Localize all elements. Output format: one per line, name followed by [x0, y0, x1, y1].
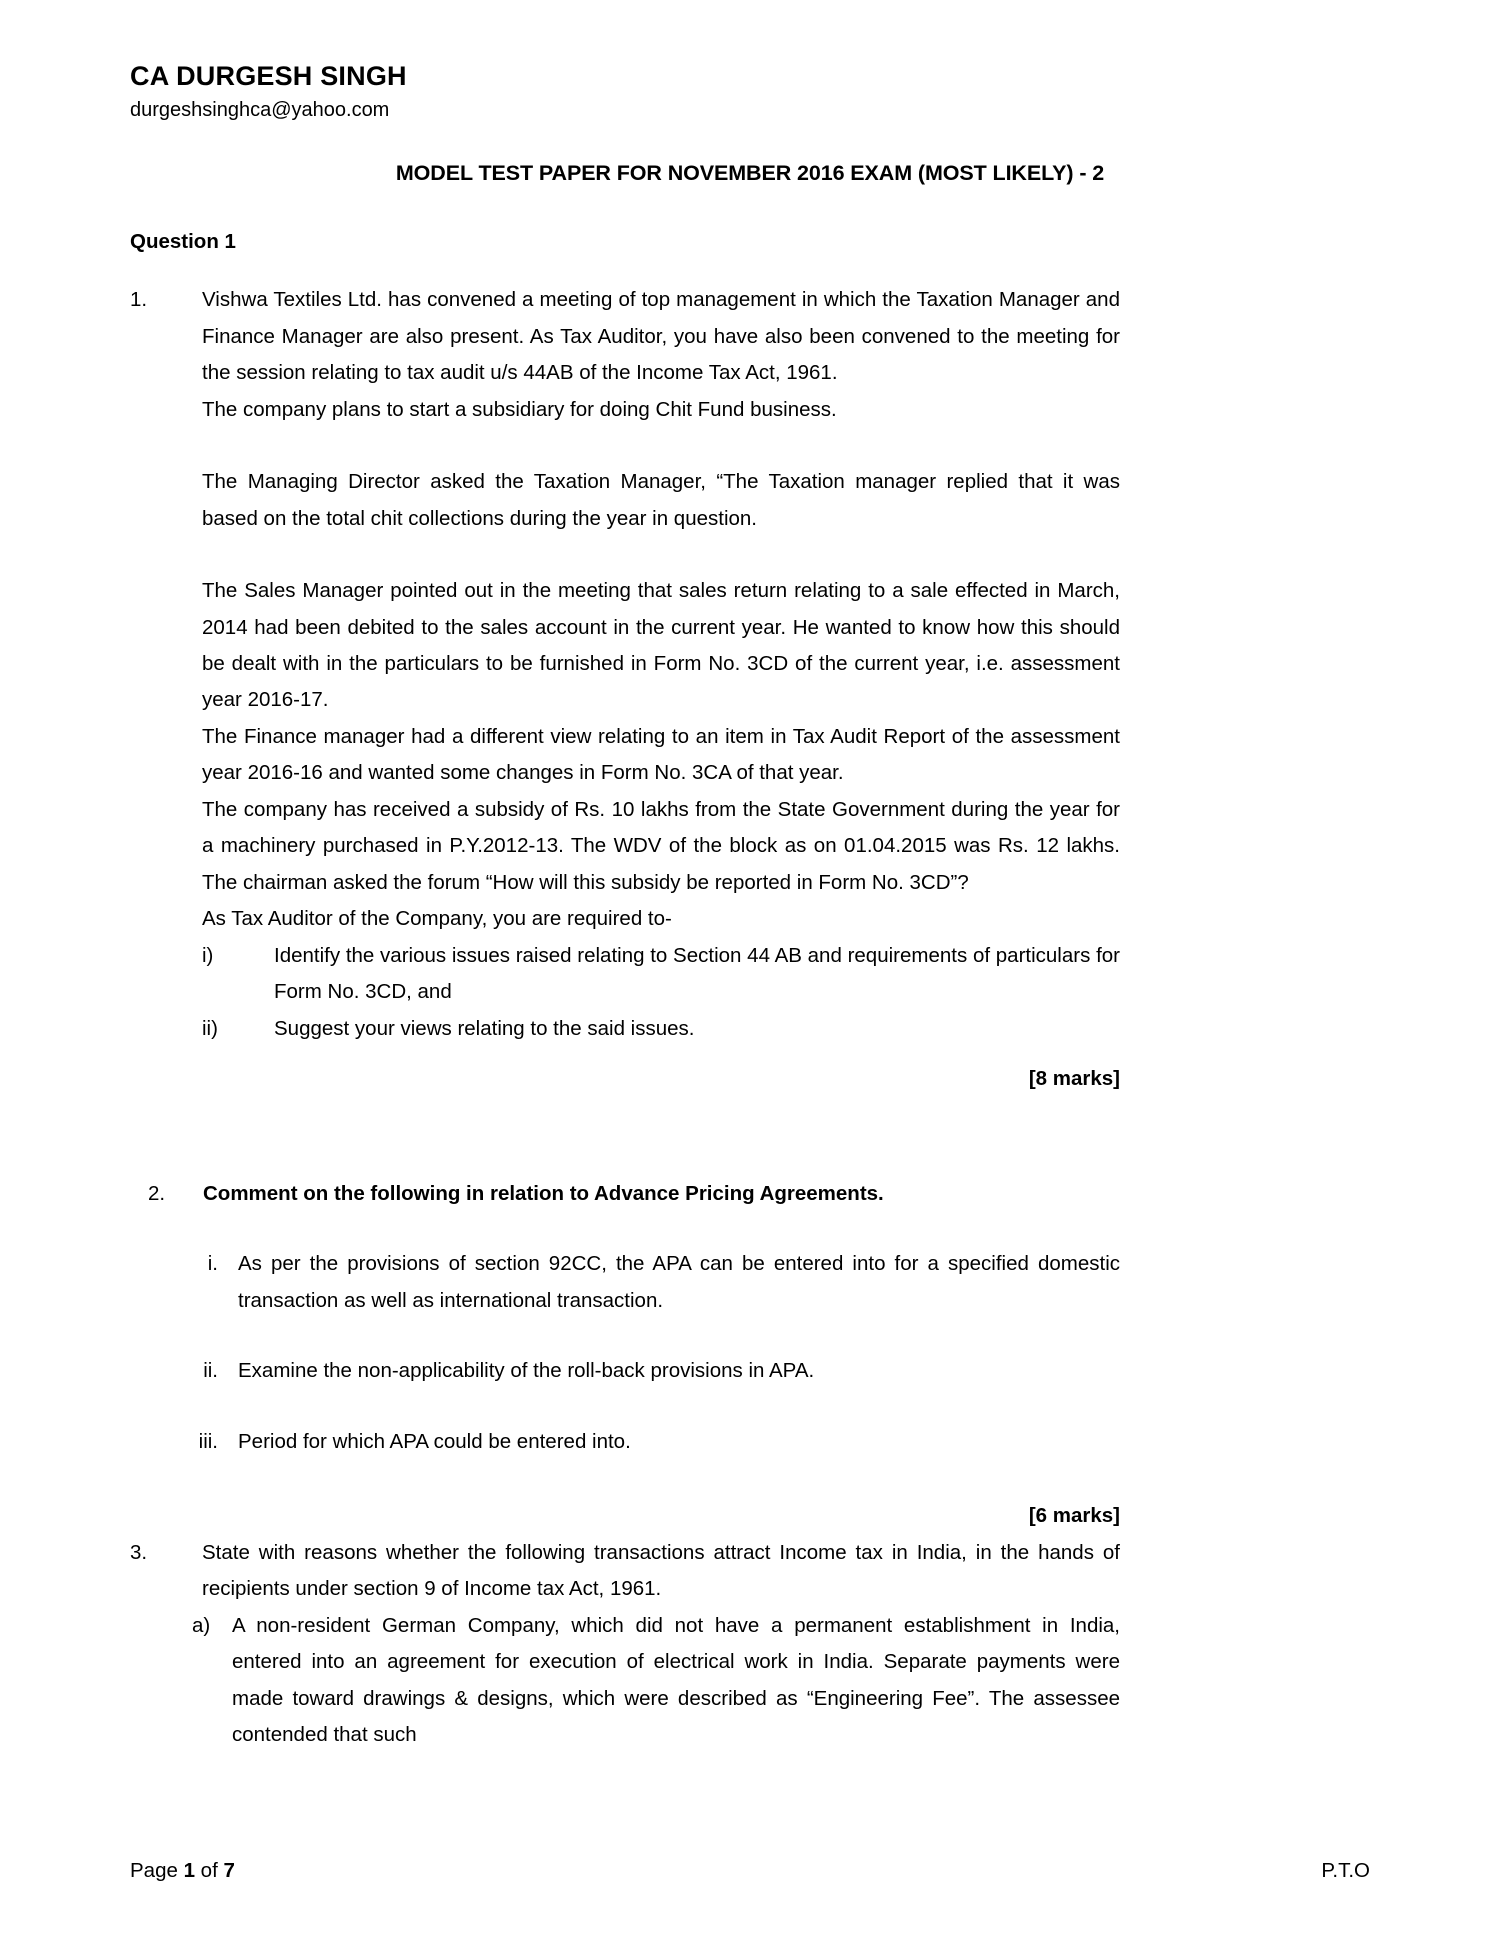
- question-3-block: [130, 1535, 1120, 1608]
- q2-item: [130, 1424, 1120, 1460]
- q1-sub-item: [202, 938, 1120, 1011]
- q1-paragraph-7: As Tax Auditor of the Company, you are required to-: [202, 907, 672, 931]
- q1-sub-item-text: Suggest your views relating to the said issues.: [274, 1016, 695, 1040]
- q2-item: [130, 1246, 1120, 1319]
- q1-sub-list: [202, 938, 1120, 1047]
- q2-item: [130, 1353, 1120, 1389]
- footer-page-prefix: Page: [130, 1859, 184, 1882]
- q1-sub-item-text: Identify the various issues raised relating to Section 44 AB and requirements of particulars for Form No. 3CD, and: [274, 943, 1120, 1004]
- q2-item-marker: iii.: [198, 1429, 218, 1453]
- q2-heading: Comment on the following in relation to Advance Pricing Agreements.: [203, 1181, 884, 1205]
- footer-pto: P.T.O: [1321, 1859, 1370, 1882]
- footer-page-indicator: [130, 1859, 235, 1883]
- q3-item-text: A non-resident German Company, which did not have a permanent establishment in India, entered into an agreement for execution of electrical work in India. Separate payments were made toward drawings & designs, which were described as “Engineering Fee”. The assessee contended that such: [232, 1613, 1120, 1747]
- q1-sub-item: [202, 1011, 1120, 1047]
- question-1-content: [202, 282, 1120, 1047]
- q1-paragraph-1: Vishwa Textiles Ltd. has convened a meeting of top management in which the Taxation Manager and Finance Manager are also present. As Tax Auditor, you have also been convened to the meeting for the session relating to tax audit u/s 44AB of the Income Tax Act, 1961.: [202, 288, 1120, 385]
- question-heading: Question 1: [130, 229, 236, 253]
- q1-paragraph-5: The Finance manager had a different view relating to an item in Tax Audit Report of the assessment year 2016-16 and wanted some changes in Form No. 3CA of that year.: [202, 724, 1120, 785]
- letterhead-email: durgeshsinghca@yahoo.com: [130, 98, 390, 121]
- q3-paragraph-1: State with reasons whether the following transactions attract Income tax in India, in the hands of recipients under section 9 of Income tax Act, 1961.: [202, 1540, 1120, 1601]
- q2-item-text: As per the provisions of section 92CC, the APA can be entered into for a specified domestic transaction as well as international transaction.: [238, 1252, 1120, 1312]
- q2-item-text: Period for which APA could be entered into.: [238, 1429, 631, 1453]
- question-2-content: [203, 1176, 1120, 1212]
- letterhead-name: CA DURGESH SINGH: [130, 61, 407, 91]
- page-footer: [130, 1859, 1370, 1883]
- document-body: [130, 224, 1120, 1754]
- question-3-content: [202, 1535, 1120, 1608]
- section-spacer: [130, 1098, 1120, 1154]
- question-1-block: [130, 282, 1120, 1047]
- q1-sub-item-marker: ii): [202, 1016, 218, 1040]
- q1-paragraph-6: The company has received a subsidy of Rs. 10 lakhs from the State Government during the year for a machinery purchased in P.Y.2012-13. The WDV of the block as on 01.04.2015 was Rs. 12 lakhs. The chairman asked the forum “How will this subsidy be reported in Form No. 3CD”?: [202, 797, 1120, 894]
- q2-item-text: Examine the non-applicability of the roll-back provisions in APA.: [238, 1359, 815, 1383]
- q1-paragraph-4: The Sales Manager pointed out in the meeting that sales return relating to a sale effected in March, 2014 had been debited to the sales account in the current year. He wanted to know how this should be dealt with in the particulars to be furnished in Form No. 3CD of the current year, i.e. assessment year 2016-17.: [202, 579, 1120, 712]
- question-1-marker: 1.: [130, 288, 148, 312]
- footer-page-mid: of: [194, 1859, 224, 1882]
- q3-item: [130, 1608, 1120, 1754]
- page-title: MODEL TEST PAPER FOR NOVEMBER 2016 EXAM (MOST LIKELY) - 2: [395, 160, 1105, 185]
- footer-page-total: 7: [223, 1859, 235, 1882]
- question-2-marker: 2.: [148, 1181, 166, 1205]
- q2-marks: [6 marks]: [1028, 1504, 1120, 1528]
- q1-paragraph-2: The company plans to start a subsidiary for doing Chit Fund business.: [202, 397, 837, 421]
- q2-item-marker: ii.: [203, 1359, 218, 1383]
- footer-page-number: 1: [183, 1859, 195, 1882]
- q1-marks: [8 marks]: [1028, 1067, 1120, 1091]
- question-2-block: [130, 1176, 1120, 1212]
- q3-item-marker: a): [192, 1613, 211, 1637]
- q1-paragraph-3: The Managing Director asked the Taxation Manager, “The Taxation manager replied that it was based on the total chit collections during the year in question.: [202, 470, 1120, 530]
- q2-item-marker: i.: [207, 1252, 218, 1276]
- letterhead: [130, 62, 1370, 122]
- q1-sub-item-marker: i): [202, 943, 214, 967]
- question-3-marker: 3.: [130, 1540, 148, 1564]
